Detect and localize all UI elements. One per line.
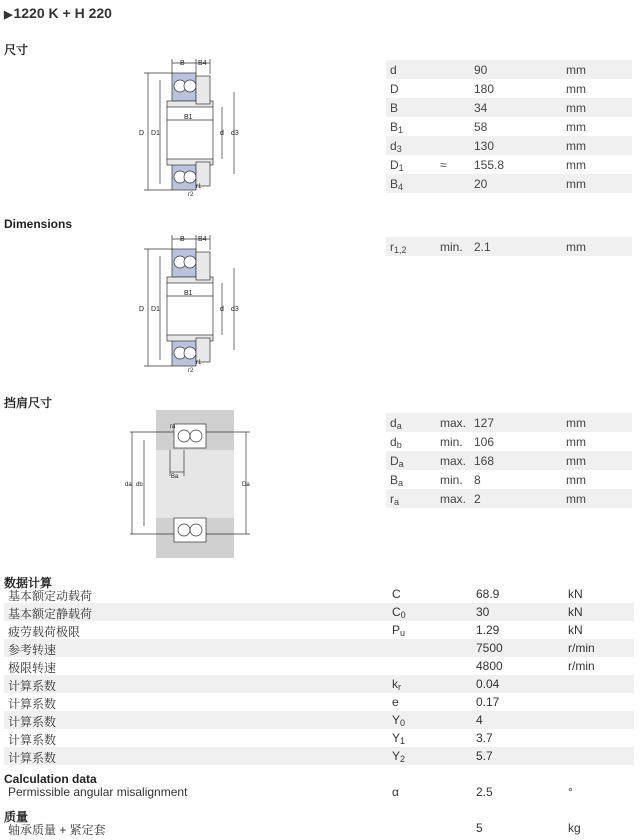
section-mass-cn: 质量 [4, 810, 29, 824]
spec-symbol: $r_a$ [390, 492, 400, 507]
calc-label: 计算系数 [8, 715, 57, 729]
spec-row [386, 451, 632, 470]
spec-value: 130 [474, 139, 495, 153]
spec-value: 127 [474, 416, 495, 430]
spec-qualifier: min. [440, 435, 463, 449]
calc-label: 基本额定动载荷 [8, 589, 93, 603]
calc-symbol: $Y_0$ [392, 713, 406, 728]
label-r2: r2 [188, 368, 194, 374]
calc-symbol: $Y_2$ [392, 749, 406, 764]
section-calc-en: Calculation data [4, 772, 97, 786]
spec-symbol: $B_4$ [390, 177, 404, 192]
spec-unit: mm [566, 416, 586, 430]
calc-value: 1.29 [476, 623, 500, 637]
spec-row [386, 413, 632, 432]
calc-symbol: α [392, 785, 399, 799]
calc-unit: kN [568, 587, 583, 601]
calc-label: Permissible angular misalignment [8, 785, 188, 799]
spec-row [386, 432, 632, 451]
section-calc-cn: 数据计算 [4, 576, 53, 590]
spec-symbol: d [390, 63, 397, 77]
calc-label: 参考转速 [8, 643, 57, 657]
calc-symbol: $k_r$ [392, 677, 401, 692]
spec-unit: mm [566, 82, 586, 96]
page-title [4, 5, 112, 21]
label-d3: d3 [231, 306, 239, 313]
calc-row [4, 729, 634, 747]
calc-symbol: C [392, 587, 401, 601]
calc-label: 轴承质量 + 紧定套 [8, 823, 106, 837]
label-r1: r1 [196, 360, 202, 366]
label-r2: r2 [188, 192, 194, 198]
label-ra: ra [170, 424, 176, 430]
calc-table [4, 585, 634, 765]
section-dimensions-en: Dimensions [4, 217, 73, 231]
spec-value: 106 [474, 435, 495, 449]
spec-unit: mm [566, 177, 586, 191]
calc-unit: r/min [568, 659, 595, 673]
spec-unit: mm [566, 139, 586, 153]
mass-table [4, 819, 634, 837]
calc-row [4, 585, 634, 603]
spec-value: 180 [474, 82, 495, 96]
spec-symbol: $d_b$ [390, 435, 402, 450]
spec-qualifier: min. [440, 240, 463, 254]
spec-symbol: $B_a$ [390, 473, 404, 488]
calc-value: 3.7 [476, 731, 493, 745]
calc-unit: r/min [568, 641, 595, 655]
section-dimensions-cn: 尺寸 [4, 43, 29, 57]
calc-value: 30 [476, 605, 490, 619]
spec-qualifier: ≈ [440, 158, 447, 172]
calc-value: 0.17 [476, 695, 500, 709]
label-B: B [180, 236, 185, 243]
spec-qualifier: max. [440, 454, 467, 468]
label-D1: D1 [151, 306, 160, 313]
label-d: d [220, 306, 224, 313]
section-abutment-cn: 挡肩尺寸 [4, 396, 53, 410]
spec-row [386, 174, 632, 193]
calc-value: 7500 [476, 641, 503, 655]
abutment-table [386, 413, 632, 508]
calc-row [4, 693, 634, 711]
label-B1: B1 [184, 114, 193, 121]
spec-value: 155.8 [474, 158, 505, 172]
calc-row [4, 711, 634, 729]
calc-row [4, 747, 634, 765]
calc-symbol: $C_0$ [392, 605, 406, 620]
calc-en-table [4, 783, 634, 801]
abutment-drawing [124, 410, 254, 560]
calc-label: 计算系数 [8, 697, 57, 711]
spec-unit: mm [566, 158, 586, 172]
spec-symbol: $D_a$ [390, 454, 404, 469]
product-title: 1220 K + H 220 [13, 5, 112, 21]
spec-unit: mm [566, 63, 586, 77]
calc-value: 5.7 [476, 749, 493, 763]
calc-unit: kg [568, 821, 581, 835]
spec-row [386, 60, 632, 79]
label-r1: r1 [196, 184, 202, 190]
spec-value: 2.1 [474, 240, 491, 254]
dimensions-table [386, 60, 632, 193]
dimensions-table-2 [386, 237, 632, 256]
calc-value: 5 [476, 821, 483, 835]
calc-value: 4800 [476, 659, 503, 673]
spec-qualifier: min. [440, 473, 463, 487]
calc-value: 68.9 [476, 587, 500, 601]
spec-value: 90 [474, 63, 488, 77]
calc-label: 疲劳载荷极限 [8, 625, 81, 639]
label-B4: B4 [198, 60, 207, 67]
calc-row [4, 621, 634, 639]
label-da: da [125, 482, 132, 488]
calc-value: 2.5 [476, 785, 493, 799]
calc-label: 计算系数 [8, 733, 57, 747]
label-B1: B1 [184, 290, 193, 297]
label-Ba: Ba [171, 474, 179, 480]
calc-unit: kN [568, 605, 583, 619]
bearing-drawing-1 [134, 56, 254, 198]
spec-qualifier: max. [440, 416, 467, 430]
calc-row [4, 603, 634, 621]
spec-row [386, 470, 632, 489]
spec-row [386, 237, 632, 256]
spec-unit: mm [566, 454, 586, 468]
spec-row [386, 155, 632, 174]
label-D: D [139, 130, 145, 137]
calc-label: 计算系数 [8, 751, 57, 765]
spec-unit: mm [566, 473, 586, 487]
spec-unit: mm [566, 120, 586, 134]
label-Da: Da [242, 482, 250, 488]
spec-qualifier: max. [440, 492, 467, 506]
spec-row [386, 489, 632, 508]
spec-value: 58 [474, 120, 488, 134]
calc-unit: ° [568, 785, 573, 799]
calc-value: 4 [476, 713, 483, 727]
spec-symbol: $r_{1,2}$ [390, 240, 407, 255]
spec-symbol: $d_3$ [390, 139, 402, 154]
bearing-drawing-2 [134, 232, 254, 374]
calc-row [4, 639, 634, 657]
label-d3: d3 [231, 130, 239, 137]
label-D: D [139, 306, 145, 313]
calc-label: 计算系数 [8, 679, 57, 693]
spec-value: 168 [474, 454, 495, 468]
spec-value: 8 [474, 473, 481, 487]
spec-unit: mm [566, 240, 586, 254]
label-D1: D1 [151, 130, 160, 137]
spec-symbol: $d_a$ [390, 416, 402, 431]
calc-row [4, 819, 634, 837]
label-d: d [220, 130, 224, 137]
spec-row [386, 136, 632, 155]
calc-label: 极限转速 [8, 661, 57, 675]
spec-unit: mm [566, 492, 586, 506]
calc-row [4, 657, 634, 675]
spec-symbol: $B_1$ [390, 120, 404, 135]
label-B: B [180, 60, 185, 67]
spec-value: 34 [474, 101, 488, 115]
label-db: db [136, 482, 143, 488]
spec-symbol: D [390, 82, 399, 96]
spec-value: 20 [474, 177, 488, 191]
calc-label: 基本额定静载荷 [8, 607, 93, 621]
calc-row [4, 675, 634, 693]
calc-value: 0.04 [476, 677, 500, 691]
spec-unit: mm [566, 101, 586, 115]
spec-value: 2 [474, 492, 481, 506]
spec-row [386, 98, 632, 117]
calc-symbol: e [392, 695, 399, 709]
calc-symbol: $P_u$ [392, 623, 406, 638]
calc-symbol: $Y_1$ [392, 731, 406, 746]
calc-unit: kN [568, 623, 583, 637]
play-arrow-icon: ▶ [4, 9, 13, 21]
spec-unit: mm [566, 435, 586, 449]
spec-symbol: B [390, 101, 399, 115]
calc-row [4, 783, 634, 801]
label-B4: B4 [198, 236, 207, 243]
spec-symbol: $D_1$ [390, 158, 404, 173]
spec-row [386, 117, 632, 136]
spec-row [386, 79, 632, 98]
